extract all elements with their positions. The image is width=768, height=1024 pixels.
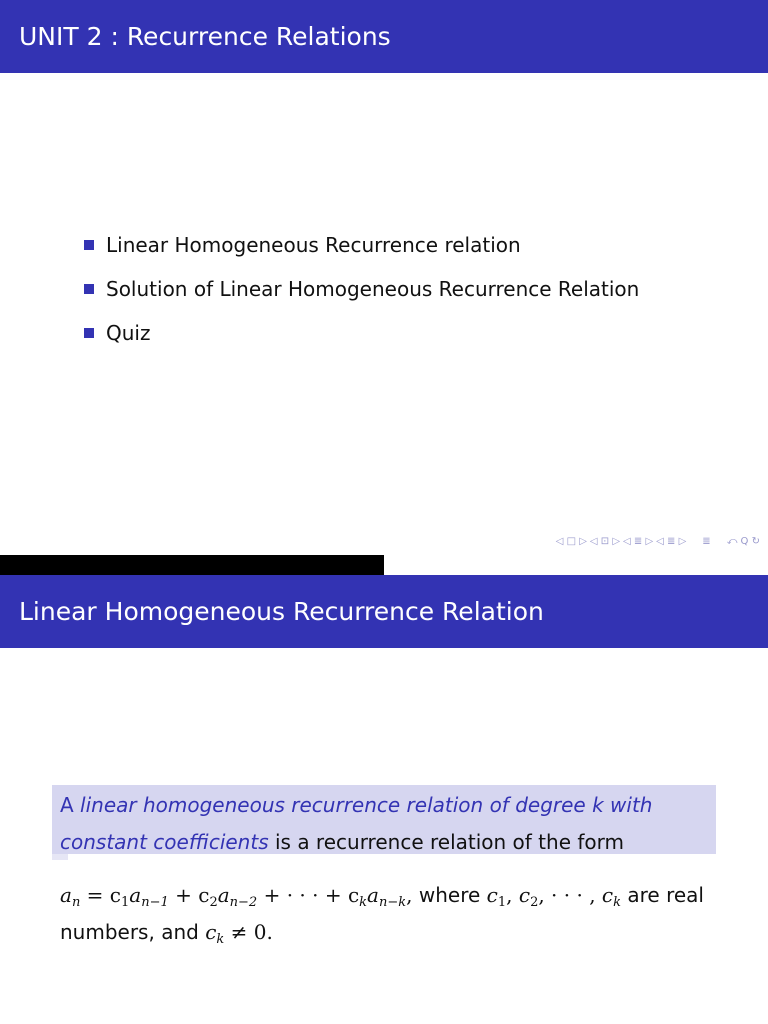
formula-subscript: 2 [209,895,218,910]
nav-search-tools-icon[interactable]: ⤺ Q ↻ [726,536,760,547]
toc-item[interactable] [84,228,639,272]
definition-block [52,785,716,854]
formula-term: a [217,883,230,907]
toc-item-label: Linear Homogeneous Recurrence relation [106,233,521,257]
formula-operator: , [506,883,519,907]
formula-operator: = c [80,883,121,907]
formula-term: c [205,920,217,944]
toc-item-label: Quiz [106,321,151,345]
formula-term: a [129,883,142,907]
formula-operator: + · · · + c [257,883,360,907]
table-of-contents [84,228,639,360]
formula-text: where [418,883,487,907]
toc-item-label: Solution of Linear Homogeneous Recurrence Relation [106,277,640,301]
formula-subscript: n−2 [229,895,258,910]
definition-lead: A [60,793,81,817]
bullet-square-icon [84,284,94,294]
formula-subscript: 1 [497,895,507,910]
formula-subscript: n [71,895,81,910]
formula-subscript: k [216,932,225,947]
slide-1-title: UNIT 2 : Recurrence Relations [19,22,391,51]
formula-term: a [60,883,72,907]
formula-operator: , [406,883,419,907]
toc-item[interactable] [84,272,639,316]
nav-section-button[interactable]: ◁ ≣ ▷ [623,536,654,547]
formula-subscript: n−1 [141,895,169,910]
formula-term: a [367,883,379,907]
slide-1-title-bar [0,0,768,73]
nav-subsection-button[interactable]: ◁ ⊡ ▷ [589,536,621,547]
formula-subscript: k [613,895,622,910]
formula-subscript: 1 [121,895,130,910]
formula-operator: ≠ 0. [224,920,273,944]
bullet-square-icon [84,240,94,250]
slide-2-title: Linear Homogeneous Recurrence Relation [19,597,544,626]
formula-operator: + c [168,883,210,907]
formula-term: c [486,883,498,907]
page-divider [0,555,768,575]
formula-term: c [601,883,614,907]
definition-tail: is a recurrence relation of the form [268,830,624,854]
definition-term: linear homogeneous recurrence relation of degree k with constant coefficients [60,793,653,854]
nav-frame-button[interactable]: ◁ □ ▷ [555,536,587,547]
formula-text: are real numbers, and [60,883,704,944]
formula-operator: , · · · , [538,883,602,907]
nav-align-icon[interactable]: ≣ [702,536,711,547]
nav-section-button[interactable]: ◁ ≣ ▷ [656,536,687,547]
slide-2 [0,575,768,1024]
beamer-navigation-bar [556,534,760,550]
slide-2-title-bar [0,575,768,648]
definition-text [60,787,710,861]
formula-subscript: 2 [530,895,539,910]
formula-subscript: n−k [378,895,407,910]
bullet-square-icon [84,328,94,338]
formula-term: c [518,883,531,907]
formula-subscript: k [359,895,368,910]
toc-item[interactable] [84,316,639,360]
page-divider-bar [0,555,384,575]
recurrence-formula [60,877,728,951]
definition-block-corner [52,854,68,860]
